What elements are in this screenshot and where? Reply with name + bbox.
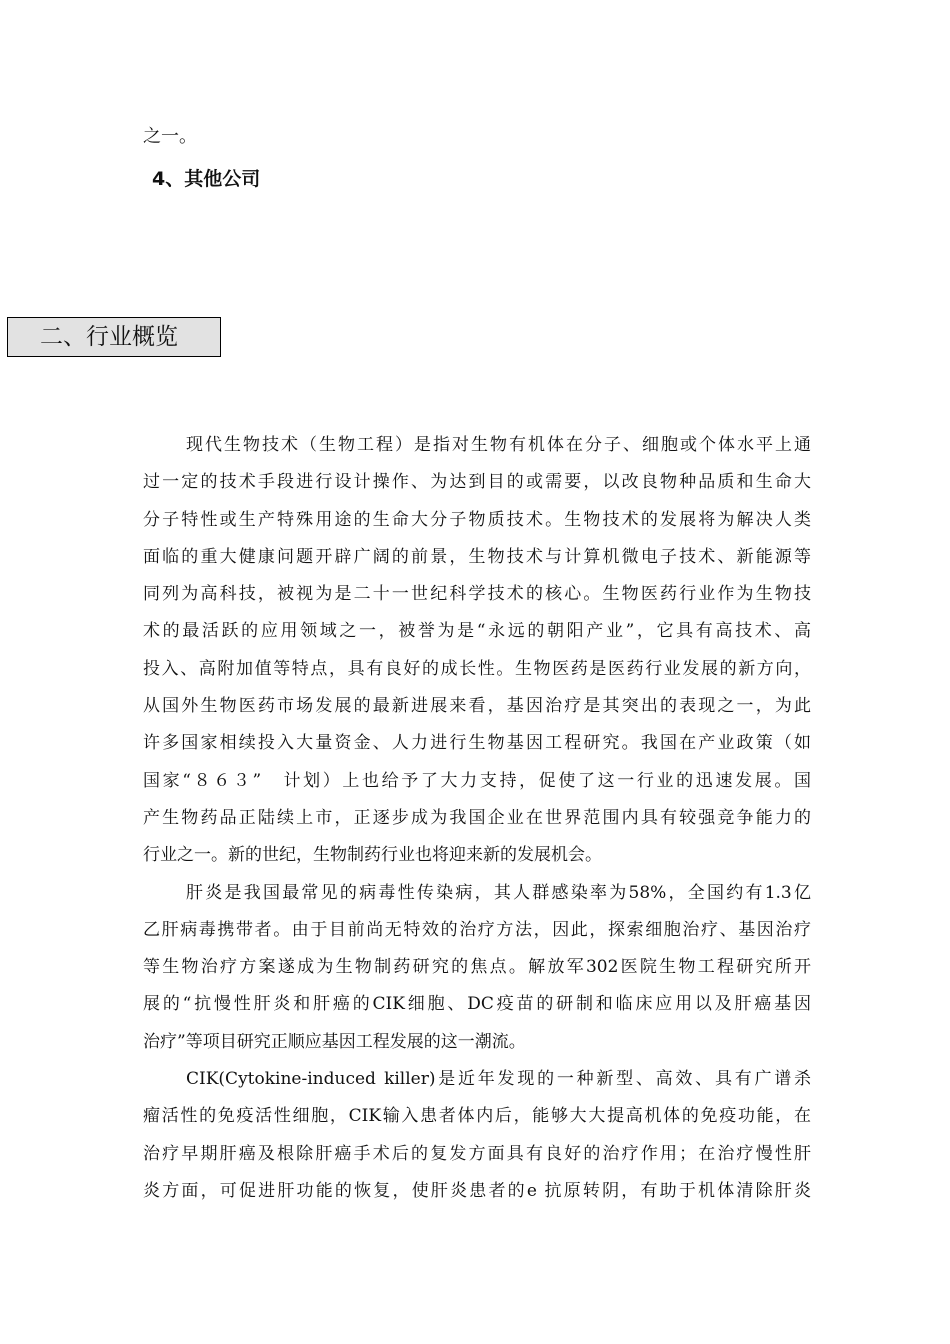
text-line: 产生物药品正陆续上市，正逐步成为我国企业在世界范围内具有较强竞争能力的 (143, 807, 811, 828)
text-line: 分子特性或生产特殊用途的生命大分子物质技术。生物技术的发展将为解决人类 (143, 509, 811, 530)
text-line: 面临的重大健康问题开辟广阔的前景，生物技术与计算机微电子技术、新能源等 (143, 546, 811, 567)
previous-text-fragment: 之一。 (143, 126, 197, 147)
text-line: 过一定的技术手段进行设计操作、为达到目的或需要，以改良物种品质和生命大 (143, 472, 811, 493)
text-line: 投入、高附加值等特点，具有良好的成长性。生物医药是医药行业发展的新方向， (143, 658, 811, 679)
text-line: 现代生物技术（生物工程）是指对生物有机体在分子、细胞或个体水平上通 (186, 435, 811, 455)
paragraph (143, 875, 811, 1061)
paragraph (143, 427, 811, 875)
text-line: CIK(Cytokine-induced killer)是近年发现的一种新型、高效、具有广谱杀 (186, 1069, 811, 1090)
text-line: 治疗早期肝癌及根除肝癌手术后的复发方面具有良好的治疗作用；在治疗慢性肝 (143, 1143, 811, 1164)
subsection-heading: 4、其他公司 (152, 168, 261, 190)
text-line: 术的最活跃的应用领域之一，被誉为是“永远的朝阳产业”，它具有高技术、高 (143, 621, 811, 642)
text-line: 国家“８６３” 计划）上也给予了大力支持，促使了这一行业的迅速发展。国 (143, 770, 811, 791)
text-line: 炎方面，可促进肝功能的恢复，使肝炎患者的e 抗原转阴，有助于机体清除肝炎 (143, 1180, 811, 1201)
section-heading-box (7, 317, 221, 357)
text-line: 同列为高科技，被视为是二十一世纪科学技术的核心。生物医药行业作为生物技 (143, 584, 811, 605)
text-line: 许多国家相续投入大量资金、人力进行生物基因工程研究。我国在产业政策（如 (143, 733, 811, 754)
text-line: 乙肝病毒携带者。由于目前尚无特效的治疗方法，因此，探索细胞治疗、基因治疗 (143, 919, 811, 940)
text-line: 等生物治疗方案遂成为生物制药研究的焦点。解放军302医院生物工程研究所开 (143, 957, 811, 978)
text-line: 行业之一。新的世纪，生物制药行业也将迎来新的发展机会。 (143, 845, 602, 866)
text-line: 肝炎是我国最常见的病毒性传染病，其人群感染率为58%，全国约有1.3亿 (186, 882, 811, 903)
text-line: 展的“抗慢性肝炎和肝癌的CIK细胞、DC疫苗的研制和临床应用以及肝癌基因 (143, 994, 811, 1015)
text-line: 瘤活性的免疫活性细胞，CIK输入患者体内后，能够大大提高机体的免疫功能，在 (143, 1106, 811, 1127)
text-line: 从国外生物医药市场发展的最新进展来看，基因治疗是其突出的表现之一，为此 (143, 696, 811, 717)
section-heading: 二、行业概览 (40, 324, 178, 350)
body-text (143, 427, 811, 1210)
paragraph (143, 1061, 811, 1210)
text-line: 治疗”等项目研究正顺应基因工程发展的这一潮流。 (143, 1031, 526, 1052)
